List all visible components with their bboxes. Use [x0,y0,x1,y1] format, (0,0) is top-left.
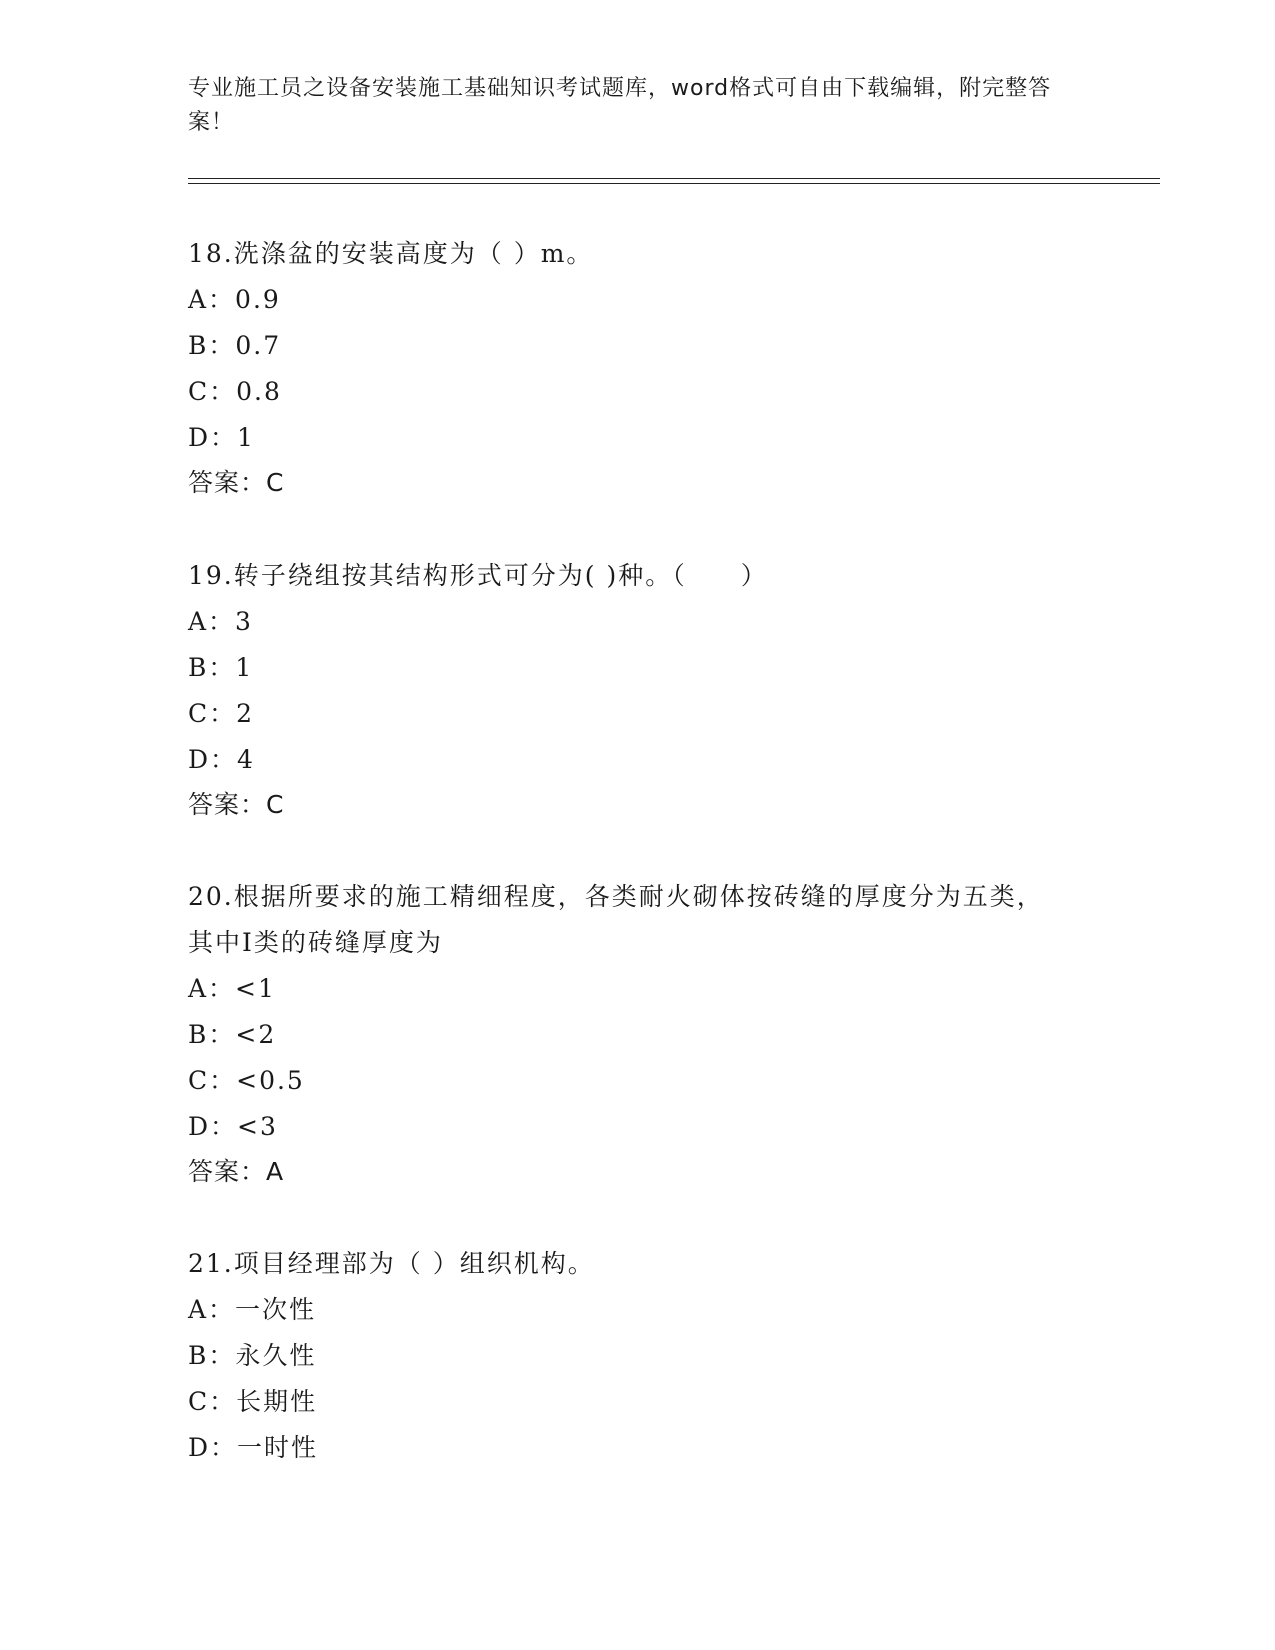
option-d: D：1 [188,423,255,452]
option-c: C：0.8 [188,377,282,406]
option-a: A：0.9 [188,285,281,314]
option-c: C：<0.5 [188,1066,305,1095]
option-b: B：永久性 [188,1341,317,1370]
header-divider-bottom [188,183,1160,184]
question-stem: 20.根据所要求的施工精细程度，各类耐火砌体按砖缝的厚度分为五类，其中Ⅰ类的砖缝厚度为 [188,882,1044,957]
option-c: C：2 [188,699,255,728]
question-stem: 21.项目经理部为（ ）组织机构。 [188,1249,595,1278]
question-20 [188,874,1068,1194]
answer: 答案：C [188,790,285,819]
option-b: B：<2 [188,1020,277,1049]
header-divider-top [188,178,1160,179]
option-b: B：0.7 [188,331,282,360]
option-d: D：一时性 [188,1433,319,1462]
question-stem: 19.转子绕组按其结构形式可分为( )种。（ ） [188,561,768,590]
question-19 [188,553,1088,827]
option-a: A：3 [188,607,253,636]
option-b: B：1 [188,653,254,682]
option-d: D：4 [188,745,255,774]
question-stem: 18.洗涤盆的安装高度为（ ）m。 [188,239,594,268]
question-18 [188,231,1088,505]
answer: 答案：C [188,468,285,497]
option-a: A：一次性 [188,1295,317,1324]
question-21 [188,1241,1088,1471]
option-c: C：长期性 [188,1387,318,1416]
document-header: 专业施工员之设备安装施工基础知识考试题库，word格式可自由下载编辑，附完整答案！ [188,76,1052,135]
option-a: A：<1 [188,974,276,1003]
answer: 答案：A [188,1157,285,1186]
option-d: D：<3 [188,1112,278,1141]
